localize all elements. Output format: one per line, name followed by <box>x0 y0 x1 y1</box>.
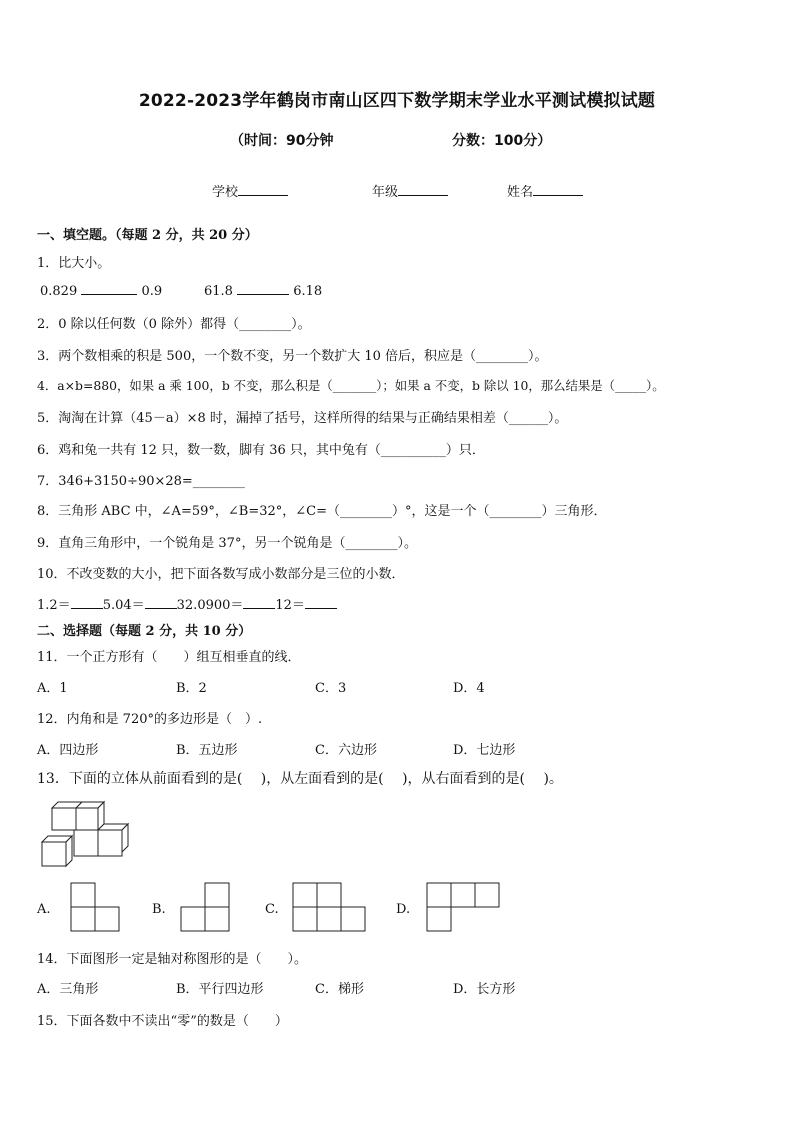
question-14: 14．下面图形一定是轴对称图形的是（ ）。 <box>37 952 308 967</box>
grade-blank[interactable] <box>398 183 448 196</box>
q10-items <box>37 594 337 613</box>
q11-option-b[interactable]: B．2 <box>176 681 207 696</box>
q11-option-c[interactable]: C．3 <box>315 681 347 696</box>
q10-item-3: 32.0900＝ <box>176 598 244 613</box>
question-9: 9．直角三角形中，一个锐角是 37°，另一个锐角是（________）。 <box>37 536 417 551</box>
q11-option-d[interactable]: D．4 <box>453 681 485 696</box>
q1-a-blank[interactable] <box>81 282 137 295</box>
name-blank[interactable] <box>533 183 583 196</box>
question-15: 15．下面各数中不读出“零”的数是（ ） <box>37 1014 288 1029</box>
cube-stack-figure <box>40 800 135 870</box>
section-heading-fill-in: 一、填空题。（每题 2 分，共 20 分） <box>37 228 258 243</box>
school-blank[interactable] <box>238 183 288 196</box>
q10-blank-4[interactable] <box>305 596 337 609</box>
grade-label: 年级 <box>372 185 399 200</box>
question-1: 1．比大小。 <box>37 256 111 271</box>
q1-a-left: 0.829 <box>40 284 78 299</box>
q13-option-a-figure <box>70 882 120 934</box>
q1-a-right: 0.9 <box>141 284 163 299</box>
q13-option-b-figure <box>180 882 230 934</box>
name-field[interactable] <box>507 181 583 200</box>
q10-blank-3[interactable] <box>243 596 275 609</box>
q10-item-4: 12＝ <box>275 598 305 613</box>
question-11: 11．一个正方形有（ ）组互相垂直的线． <box>37 650 301 665</box>
q1-b-left: 61.8 <box>204 284 233 299</box>
school-label: 学校 <box>212 185 239 200</box>
q12-option-a[interactable]: A．四边形 <box>37 743 99 758</box>
q1-compare-a <box>40 282 162 299</box>
q13-option-c[interactable]: C. <box>265 902 279 917</box>
q14-option-d[interactable]: D．长方形 <box>453 982 516 997</box>
question-10: 10．不改变数的大小，把下面各数写成小数部分是三位的小数． <box>37 567 405 582</box>
grade-field[interactable] <box>372 181 448 200</box>
question-13: 13．下面的立体从前面看到的是( )，从左面看到的是( )，从右面看到的是( )。 <box>37 771 563 787</box>
q1-b-blank[interactable] <box>237 282 289 295</box>
question-4: 4．a×b=880，如果 a 乘 100，b 不变，那么积是（_______）；如果 a 不变，b 除以 10，那么结果是（_____）。 <box>37 378 665 393</box>
q1-b-right: 6.18 <box>293 284 323 299</box>
section-heading-choice: 二、选择题（每题 2 分，共 10 分） <box>37 624 252 639</box>
q1-compare-b <box>204 282 322 299</box>
q12-option-c[interactable]: C．六边形 <box>315 743 377 758</box>
q13-option-d-figure <box>426 882 500 934</box>
name-label: 姓名 <box>507 185 534 200</box>
q10-blank-1[interactable] <box>71 596 103 609</box>
q14-option-a[interactable]: A．三角形 <box>37 982 99 997</box>
question-7: 7．346+3150÷90×28=________ <box>37 474 245 489</box>
q13-option-d[interactable]: D. <box>396 902 411 917</box>
question-3: 3．两个数相乘的积是 500，一个数不变，另一个数扩大 10 倍后，积应是（________）。 <box>37 349 548 364</box>
question-12: 12．内角和是 720°的多边形是（ ）. <box>37 712 263 727</box>
school-field[interactable] <box>212 181 288 200</box>
exam-score: 分数：100分） <box>452 133 552 149</box>
q10-item-1: 1.2＝ <box>37 598 71 613</box>
page-title: 2022-2023学年鹤岗市南山区四下数学期末学业水平测试模拟试题 <box>138 91 656 111</box>
q13-option-b[interactable]: B. <box>152 902 166 917</box>
q14-option-b[interactable]: B．平行四边形 <box>176 982 264 997</box>
q10-blank-2[interactable] <box>145 596 177 609</box>
question-5: 5．淘淘在计算（45－a）×8 时，漏掉了括号，这样所得的结果与正确结果相差（______）。 <box>37 411 568 426</box>
q13-option-a[interactable]: A. <box>37 902 51 917</box>
q10-item-2: 5.04＝ <box>102 598 145 613</box>
q12-option-d[interactable]: D．七边形 <box>453 743 516 758</box>
q12-option-b[interactable]: B．五边形 <box>176 743 238 758</box>
q14-option-c[interactable]: C．梯形 <box>315 982 364 997</box>
question-6: 6．鸡和兔一共有 12 只，数一数，脚有 36 只，其中兔有（__________）只． <box>37 443 485 458</box>
q13-option-c-figure <box>292 882 366 934</box>
question-8: 8．三角形 ABC 中，∠A=59°，∠B=32°，∠C=（________）°，这是一个（________）三角形． <box>37 504 607 519</box>
question-2: 2．0 除以任何数（0 除外）都得（________）。 <box>37 317 311 332</box>
q11-option-a[interactable]: A．1 <box>37 681 68 696</box>
exam-time: （时间：90分钟 <box>230 133 334 149</box>
